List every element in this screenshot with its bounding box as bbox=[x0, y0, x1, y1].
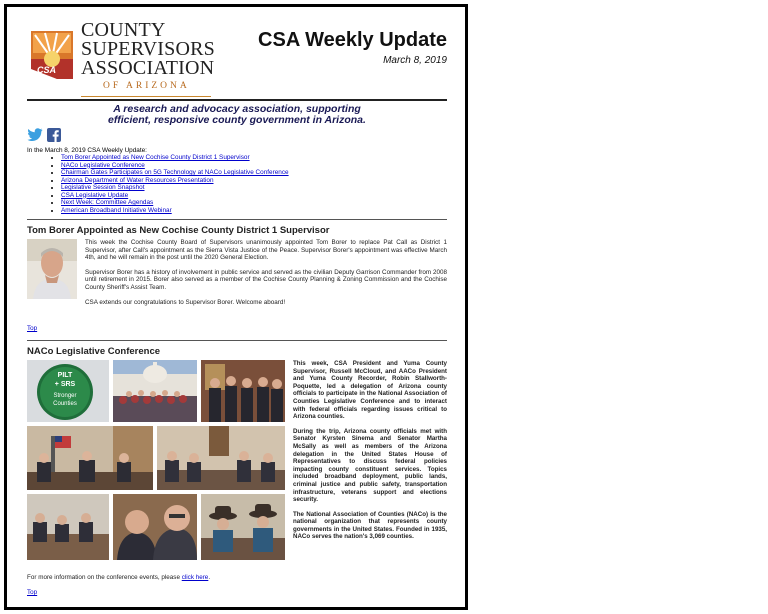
section1-title: Tom Borer Appointed as New Cochise County District 1 Supervisor bbox=[27, 225, 330, 236]
top-link[interactable]: Top bbox=[27, 589, 38, 596]
toc-item bbox=[61, 162, 447, 170]
svg-text:CSA: CSA bbox=[37, 65, 57, 75]
borer-portrait bbox=[27, 239, 77, 299]
toc-intro: In the March 8, 2019 CSA Weekly Update: bbox=[27, 147, 147, 154]
meeting-flags-photo bbox=[27, 426, 153, 490]
toc-link-broadband[interactable]: American Broadband Initiative Webinar bbox=[61, 206, 172, 214]
section1-body bbox=[27, 239, 447, 317]
logo-rule bbox=[81, 96, 211, 97]
toc-link-adwr[interactable]: Arizona Department of Water Resources Presentation bbox=[61, 176, 214, 184]
section1-paragraph: This week the Cochise County Board of Supervisors unanimously appointed Tom Borer to replace Pat Call as District 1 Supervisor, after Call's appointment as the Sierra Vista Justice of the Peace. Supervisor Borer's appointment was effective March 4th, and he will remain in the post until the 2020 General Election. bbox=[85, 239, 447, 262]
toc-list bbox=[27, 154, 447, 214]
section2-text bbox=[293, 360, 447, 548]
toc-item bbox=[61, 192, 447, 200]
top-link[interactable]: Top bbox=[27, 325, 38, 332]
org-name-line1: COUNTY bbox=[81, 19, 166, 41]
toc-link-naco[interactable]: NACo Legislative Conference bbox=[61, 161, 145, 169]
capitol-group-photo bbox=[113, 360, 197, 422]
svg-text:+ SRS: + SRS bbox=[54, 381, 76, 388]
org-name-line3: ASSOCIATION bbox=[81, 57, 215, 79]
toc-link-agendas[interactable]: Next Week: Committee Agendas bbox=[61, 199, 154, 206]
toc-link-snapshot[interactable]: Legislative Session Snapshot bbox=[61, 184, 145, 191]
section2-paragraph: The National Association of Counties (NACo) is the national organization that represents county governments in the United States. Founded in 1935, NACo serves the nation's 3,069 counties. bbox=[293, 510, 447, 541]
social-links bbox=[27, 128, 447, 144]
conference-table-photo bbox=[27, 494, 109, 560]
section2-paragraph: During the trip, Arizona county officials met with Senator Kyrsten Sinema and Senator Martha McSally as well as members of the Arizona delegation in the United States House of Representatives to discuss federal policies impacting county constituent services. Topics included broadband deployment, public lands, criminal justice and public safety, transportation infrastructure, veterans support and elections security. bbox=[293, 427, 447, 504]
more-info-suffix: . bbox=[208, 574, 211, 581]
toc-link-borer[interactable]: Tom Borer Appointed as New Cochise County District 1 Supervisor bbox=[61, 154, 250, 161]
officials-group-photo bbox=[201, 360, 285, 422]
newsletter-content bbox=[27, 11, 447, 599]
facebook-icon[interactable] bbox=[47, 128, 61, 142]
toc-link-leg-update[interactable]: CSA Legislative Update bbox=[61, 191, 129, 199]
newsletter-frame bbox=[4, 4, 468, 610]
section2-body bbox=[27, 360, 447, 574]
pilt-pin-photo bbox=[27, 360, 109, 422]
more-info-line bbox=[27, 574, 447, 581]
csa-logo bbox=[27, 19, 215, 91]
toc-item bbox=[61, 184, 447, 192]
org-name-line2: SUPERVISORS bbox=[81, 38, 215, 60]
toc-item bbox=[61, 199, 447, 207]
toc-link-5g[interactable]: Chairman Gates Participates on 5G Technology at NACo Legislative Conference bbox=[61, 169, 289, 176]
section-divider bbox=[27, 219, 447, 220]
svg-text:Counties: Counties bbox=[53, 401, 77, 407]
section2-paragraph: This week, CSA President and Yuma County Supervisor, Russell McCloud, and AACo President and Yuma County Recorder, Robin Stallworth-Poquette, led a delegation of Arizona county officials to participate in the National Association of Counties Legislative Conference and to interact with federal officials regarding issues critical to Arizona counties. bbox=[293, 360, 447, 421]
section1-paragraph: Supervisor Borer has a history of involvement in public service and served as the civilian Deputy Garrison Commander from 2008 until retirement in 2015. Borer also served as a member of the Cochise County Planning & Zoning Commission and the Cochise County Sheriff's Assist Team. bbox=[85, 268, 447, 291]
more-info-text: For more information on the conference events, please bbox=[27, 574, 182, 581]
org-subtitle: OF ARIZONA bbox=[103, 81, 190, 91]
section1-text bbox=[85, 239, 447, 313]
toc-item bbox=[61, 207, 447, 215]
section2-title: NACo Legislative Conference bbox=[27, 346, 161, 357]
senator-meeting-photo bbox=[157, 426, 285, 490]
toc-item bbox=[61, 154, 447, 162]
svg-text:PILT: PILT bbox=[57, 372, 73, 379]
cowboy-hats-photo bbox=[201, 494, 285, 560]
toc-item bbox=[61, 177, 447, 185]
svg-text:Stronger: Stronger bbox=[53, 393, 77, 399]
click-here-link[interactable]: click here bbox=[181, 574, 209, 581]
twitter-icon[interactable] bbox=[27, 128, 41, 142]
tagline-line1: A research and advocacy association, supporting bbox=[113, 103, 361, 115]
section1-paragraph: CSA extends our congratulations to Supervisor Borer. Welcome aboard! bbox=[85, 298, 286, 306]
org-name bbox=[81, 21, 215, 78]
tagline bbox=[37, 104, 437, 126]
conference-photo-collage bbox=[27, 360, 285, 566]
tagline-line2: efficient, responsive county government in Arizona. bbox=[108, 114, 366, 126]
issue-date: March 8, 2019 bbox=[383, 55, 447, 66]
header-divider bbox=[27, 99, 447, 101]
section-divider bbox=[27, 340, 447, 341]
newsletter-header bbox=[27, 11, 447, 99]
toc-item bbox=[61, 169, 447, 177]
issue-title: CSA Weekly Update bbox=[258, 29, 447, 51]
officials-closeup-photo bbox=[113, 494, 197, 560]
arizona-sun-icon bbox=[27, 29, 77, 81]
